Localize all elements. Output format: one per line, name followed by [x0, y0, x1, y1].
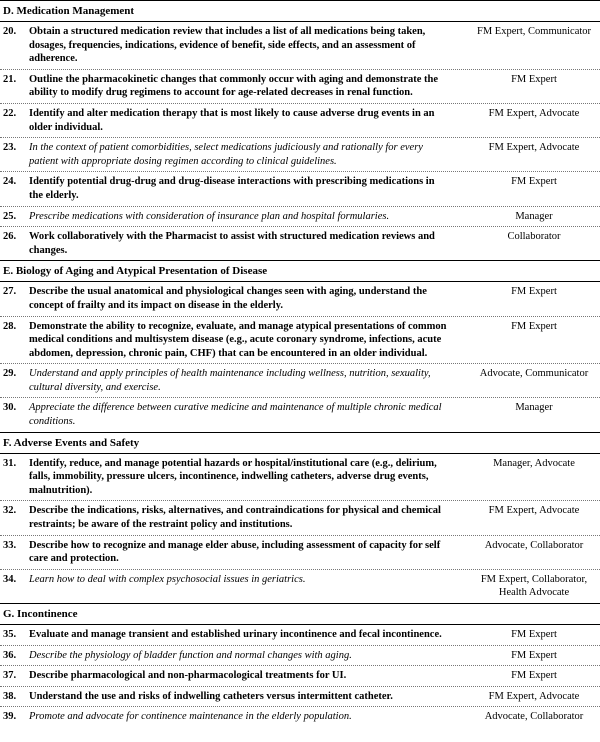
canmeds-role: FM Expert: [511, 176, 557, 188]
canmeds-role: FM Expert, Communicator: [476, 26, 592, 37]
objective-text: Describe how to recognize and manage elder abuse, including assessment of capacity for self care and protection.: [29, 539, 441, 565]
objective-text: Understand the use and risks of indwelling catheters versus intermittent catheter.: [29, 690, 393, 702]
objective-text: Describe the usual anatomical and physiological changes seen with aging, understand the concept of frailty and its impact on disease in the elderly.: [29, 286, 427, 311]
table-row: [0, 227, 600, 260]
item-number: 35.: [3, 629, 17, 640]
table-row: [0, 364, 600, 398]
canmeds-role: FM Expert, Advocate: [488, 142, 580, 154]
canmeds-role: FM Expert: [511, 629, 557, 640]
objective-text: Describe the physiology of bladder function and normal changes with aging.: [29, 649, 352, 661]
canmeds-role: FM Expert, Advocate: [488, 505, 580, 517]
table-row: [0, 22, 600, 70]
item-number: 27.: [3, 286, 17, 298]
objective-text: In the context of patient comorbidities, select medications judiciously and rationally for every patient with appropriate dosing regimen according to clinical guidelines.: [29, 142, 423, 167]
canmeds-role: Manager: [515, 402, 553, 414]
canmeds-role: Advocate, Collaborator: [484, 711, 584, 723]
canmeds-role: FM Expert: [511, 670, 557, 682]
section: [0, 432, 600, 603]
table-row: [0, 104, 600, 138]
table-row: [0, 666, 600, 687]
table-row: [0, 317, 600, 365]
table-row: [0, 398, 600, 431]
objective-text: Learn how to deal with complex psychosocial issues in geriatrics.: [29, 573, 306, 585]
canmeds-role: FM Expert: [511, 320, 557, 332]
section: [0, 260, 600, 431]
item-number: 33.: [3, 539, 17, 551]
canmeds-role: FM Expert: [511, 286, 557, 298]
objective-text: Identify potential drug-drug and drug-disease interactions with prescribing medications in the elderly.: [29, 176, 435, 201]
section-heading: F. Adverse Events and Safety: [0, 432, 600, 454]
item-number: 39.: [3, 711, 17, 723]
item-number: 26.: [3, 231, 17, 243]
canmeds-role: FM Expert: [511, 73, 557, 85]
canmeds-role: Manager: [515, 210, 553, 222]
item-number: 36.: [3, 649, 17, 661]
table-row: [0, 646, 600, 667]
table-row: [0, 282, 600, 316]
objective-text: Work collaboratively with the Pharmacist to assist with structured medication reviews and changes.: [29, 231, 435, 256]
section-heading: E. Biology of Aging and Atypical Presentation of Disease: [0, 260, 600, 282]
table-row: [0, 138, 600, 172]
objective-text: Describe pharmacological and non-pharmacological treatments for UI.: [29, 670, 347, 682]
canmeds-role: Collaborator: [507, 231, 561, 243]
section: [0, 603, 600, 727]
item-number: 25.: [3, 210, 17, 222]
objective-text: Prescribe medications with consideration of insurance plan and hospital formularies.: [29, 210, 390, 222]
table-row: [0, 625, 600, 646]
item-number: 29.: [3, 368, 17, 380]
item-number: 24.: [3, 176, 17, 188]
table-row: [0, 707, 600, 727]
table-row: [0, 172, 600, 206]
table-row: [0, 501, 600, 535]
item-number: 31.: [3, 457, 17, 469]
canmeds-role: Manager, Advocate: [493, 457, 575, 469]
item-number: 34.: [3, 573, 17, 585]
objective-text: Outline the pharmacokinetic changes that commonly occur with aging and demonstrate the ability to modify drug regimens to account for age-related decreases in renal function.: [29, 73, 439, 99]
objective-text: Understand and apply principles of health maintenance including wellness, nutrition, sexuality, cultural diversity, and exercise.: [29, 368, 431, 393]
objective-text: Describe the indications, risks, alternatives, and contraindications for physical and chemical restraints; be aware of the restraint policy and institutions.: [29, 505, 441, 531]
canmeds-role: Advocate, Communicator: [479, 368, 589, 380]
table-row: [0, 536, 600, 570]
table-row: [0, 70, 600, 104]
table-row: [0, 570, 600, 603]
canmeds-role: FM Expert: [511, 649, 557, 661]
item-number: 23.: [3, 142, 17, 154]
item-number: 21.: [3, 73, 17, 85]
table-row: [0, 687, 600, 708]
item-number: 28.: [3, 320, 17, 332]
item-number: 20.: [3, 26, 17, 37]
canmeds-role: FM Expert, Advocate: [488, 690, 580, 702]
item-number: 22.: [3, 107, 17, 119]
section-heading: D. Medication Management: [0, 0, 600, 22]
section-heading: G. Incontinence: [0, 603, 600, 625]
objective-text: Identify, reduce, and manage potential hazards or hospital/institutional care (e.g., delirium, falls, immobility, pressure ulcers, incontinence, indwelling catheters, adverse drug events, malnutrition).: [29, 457, 437, 496]
objective-text: Demonstrate the ability to recognize, evaluate, and manage atypical presentations of common medical conditions and multisystem disease (e.g., acute coronary syndrome, infections, acute abdomen, depression, chronic pain, CHF) that can be encountered in an older individual.: [29, 320, 447, 359]
objective-text: Evaluate and manage transient and established urinary incontinence and fecal incontinence.: [29, 629, 442, 640]
table-row: [0, 207, 600, 228]
item-number: 38.: [3, 690, 17, 702]
canmeds-role: Advocate, Collaborator: [484, 539, 584, 551]
section: [0, 0, 600, 260]
item-number: 32.: [3, 505, 17, 517]
canmeds-role: FM Expert, Advocate: [488, 107, 580, 119]
objective-text: Obtain a structured medication review that includes a list of all medications being taken, dosages, frequencies, indications, evidence of benefit, side effects, and an assessment of adherence.: [29, 26, 426, 65]
canmeds-role: FM Expert, Collaborator, Health Advocate: [480, 573, 588, 599]
item-number: 30.: [3, 402, 17, 414]
item-number: 37.: [3, 670, 17, 682]
objective-text: Promote and advocate for continence maintenance in the elderly population.: [29, 711, 352, 723]
table-row: [0, 454, 600, 502]
objective-text: Identify and alter medication therapy that is most likely to cause adverse drug events in an older individual.: [29, 107, 435, 133]
objective-text: Appreciate the difference between curative medicine and maintenance of multiple chronic medical conditions.: [29, 402, 442, 428]
